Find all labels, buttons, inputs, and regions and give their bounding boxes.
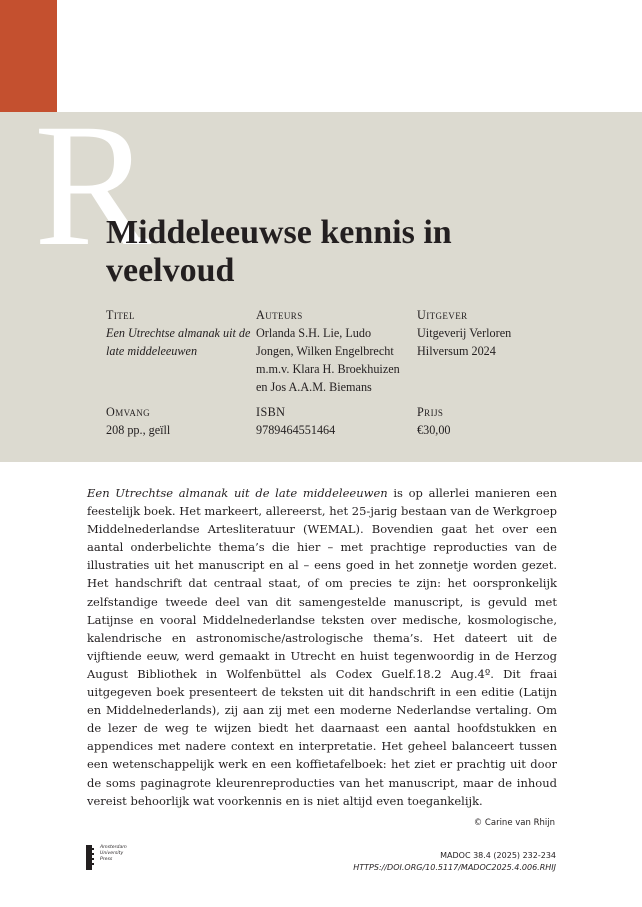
meta-uitgever [417, 306, 537, 360]
meta-isbn [256, 403, 408, 439]
omvang-value: 208 pp., geïll [106, 423, 171, 437]
book-title-italic: Een Utrechtse almanak uit de late middeleeuwen [87, 486, 388, 500]
publisher-logo [86, 845, 127, 870]
journal-citation: MADOC 38.4 (2025) 232-234 [440, 851, 556, 860]
meta-prijs [417, 403, 537, 439]
logo-line: Amsterdam [100, 845, 127, 850]
prijs-value: €30,00 [417, 423, 451, 437]
review-text: is op allerlei manieren een feestelijk boek. Het markeert, allereerst, het 25-jarig bestaan van de Werkgroep Middelnederlandse Artesliteratuur (WEMAL). Bovendien gaat het over een aantal onderbelichte thema’s die hier – met prachtige reproducties van de illustraties uit het manuscript en al – eens goed in het zonnetje worden gezet. Het handschrift dat centraal staat, of om precies te zijn: het oorspronkelijk zelfstandige tweede deel van dit samengestelde manuscript, is gevuld met Latijnse en vooral Middelnederlandse teksten over medische, kosmologische, kalendrische en astronomische/astrologische thema’s. Het dateert uit de vijftiende eeuw, werd gemaakt in Utrecht en huist tegenwoordig in de Herzog August Bibliothek in Wolfenbüttel als Codex Guelf.18.2 Aug.4º. Dit fraai uitgegeven boek presenteert de teksten uit dit handschrift in een editie (Latijn en Middelnederlands), zij aan zij met een moderne Nederlandse vertaling. Om de lezer de weg te wijzen biedt het daarnaast een aantal hoofdstukken en appendices met nadere context en interpretatie. Het geheel balanceert tussen een wetenschappelijk werk en een koffietafelboek: het ziet er prachtig uit door de soms paginagrote kleurenreproducties van het manuscript, maar de inhoud vereist behoorlijk wat voorkennis en is niet altijd even toegankelijk. [87, 486, 557, 808]
logo-line: Press [100, 857, 113, 862]
author-credit: © Carine van Rhijn [473, 818, 555, 828]
logo-line: University [100, 851, 124, 856]
prijs-label: Prijs [417, 405, 444, 419]
review-paragraph [87, 484, 557, 810]
meta-titel [106, 306, 251, 360]
isbn-value: 9789464551464 [256, 423, 336, 437]
omvang-label: Omvang [106, 405, 151, 419]
uitgever-value: Uitgeverij Verloren Hilversum 2024 [417, 326, 512, 358]
meta-omvang [106, 403, 251, 439]
drop-letter: R [34, 88, 152, 283]
auteurs-value: Orlanda S.H. Lie, Ludo Jongen, Wilken Engelbrecht m.m.v. Klara H. Broekhuizen en Jos A.A.M. Biemans [256, 326, 400, 394]
aup-logo-icon [86, 845, 95, 870]
page-title: Middeleeuwse kennis in veelvoud [106, 214, 452, 289]
titel-value: Een Utrechtse almanak uit de late middeleeuwen [106, 326, 251, 358]
uitgever-label: Uitgever [417, 308, 468, 322]
isbn-label: ISBN [256, 405, 286, 419]
titel-label: Titel [106, 308, 135, 322]
doi-link[interactable]: HTTPS://DOI.ORG/10.5117/MADOC2025.4.006.RHIJ [353, 863, 556, 872]
journal-footer [353, 850, 556, 874]
auteurs-label: Auteurs [256, 308, 303, 322]
logo-text [100, 845, 127, 863]
meta-auteurs [256, 306, 408, 396]
